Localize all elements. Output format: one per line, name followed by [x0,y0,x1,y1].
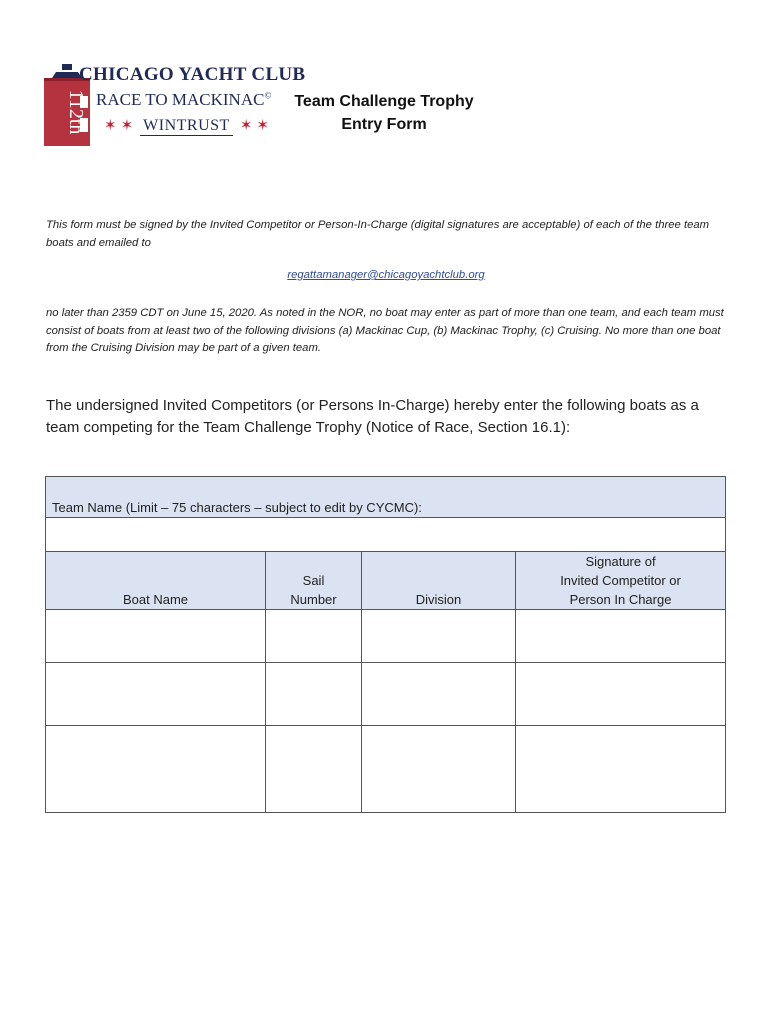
entry-table [45,476,726,813]
signature-field[interactable] [516,663,726,726]
division-field[interactable] [362,610,516,663]
sail-number-field[interactable] [266,726,362,813]
email-link[interactable]: regattamanager@chicagoyachtclub.org [287,269,485,281]
title-line-2: Entry Form [341,116,427,133]
race-name: RACE TO MACKINAC© [96,90,272,109]
sail-number-header: Sail Number [266,552,362,610]
star-icon: ✶ [239,118,253,134]
signature-field[interactable] [516,610,726,663]
form-title [278,90,490,136]
declaration-text: The undersigned Invited Competitors (or Persons In-Charge) hereby enter the following boats as a team competing for the Team Challenge Trophy (Notice of Race, Section 16.1): [46,397,699,436]
deadline-text: no later than 2359 CDT on June 15, 2020. As noted in the NOR, no boat may enter as part of more than one team, and each team must consist of boats from at least two of the following divisions (a) Mackinac Cup, (b) Mackinac Trophy, (c) Cruising. No more than one boat from the Cruising Division may be part of a given team. [46,307,724,354]
star-icon: ✶ [120,118,134,134]
sponsor-line [104,117,269,136]
edition-mark: 112th [65,89,87,135]
sail-number-field[interactable] [266,610,362,663]
team-name-label: Team Name (Limit – 75 characters – subject to edit by CYCMC): [46,477,726,518]
sail-number-field[interactable] [266,663,362,726]
table-row [46,726,726,813]
club-name: CHICAGO YACHT CLUB [79,64,306,85]
division-header: Division [362,552,516,610]
signature-header: Signature of Invited Competitor or Person In Charge [516,552,726,610]
table-row [46,663,726,726]
boat-name-header: Boat Name [46,552,266,610]
intro-text: This form must be signed by the Invited Competitor or Person-In-Charge (digital signatures are acceptable) of each of the three team boats and emailed to [46,219,710,249]
division-field[interactable] [362,663,516,726]
boat-name-field[interactable] [46,663,266,726]
boat-name-field[interactable] [46,610,266,663]
signature-field[interactable] [516,726,726,813]
sponsor-name: WINTRUST [140,117,233,136]
boat-name-field[interactable] [46,726,266,813]
star-icon: ✶ [104,118,117,134]
title-line-1: Team Challenge Trophy [294,93,474,110]
division-field[interactable] [362,726,516,813]
star-icon: ✶ [256,118,269,134]
team-name-field[interactable] [46,518,726,552]
cyc-logo [42,62,306,148]
table-row [46,610,726,663]
